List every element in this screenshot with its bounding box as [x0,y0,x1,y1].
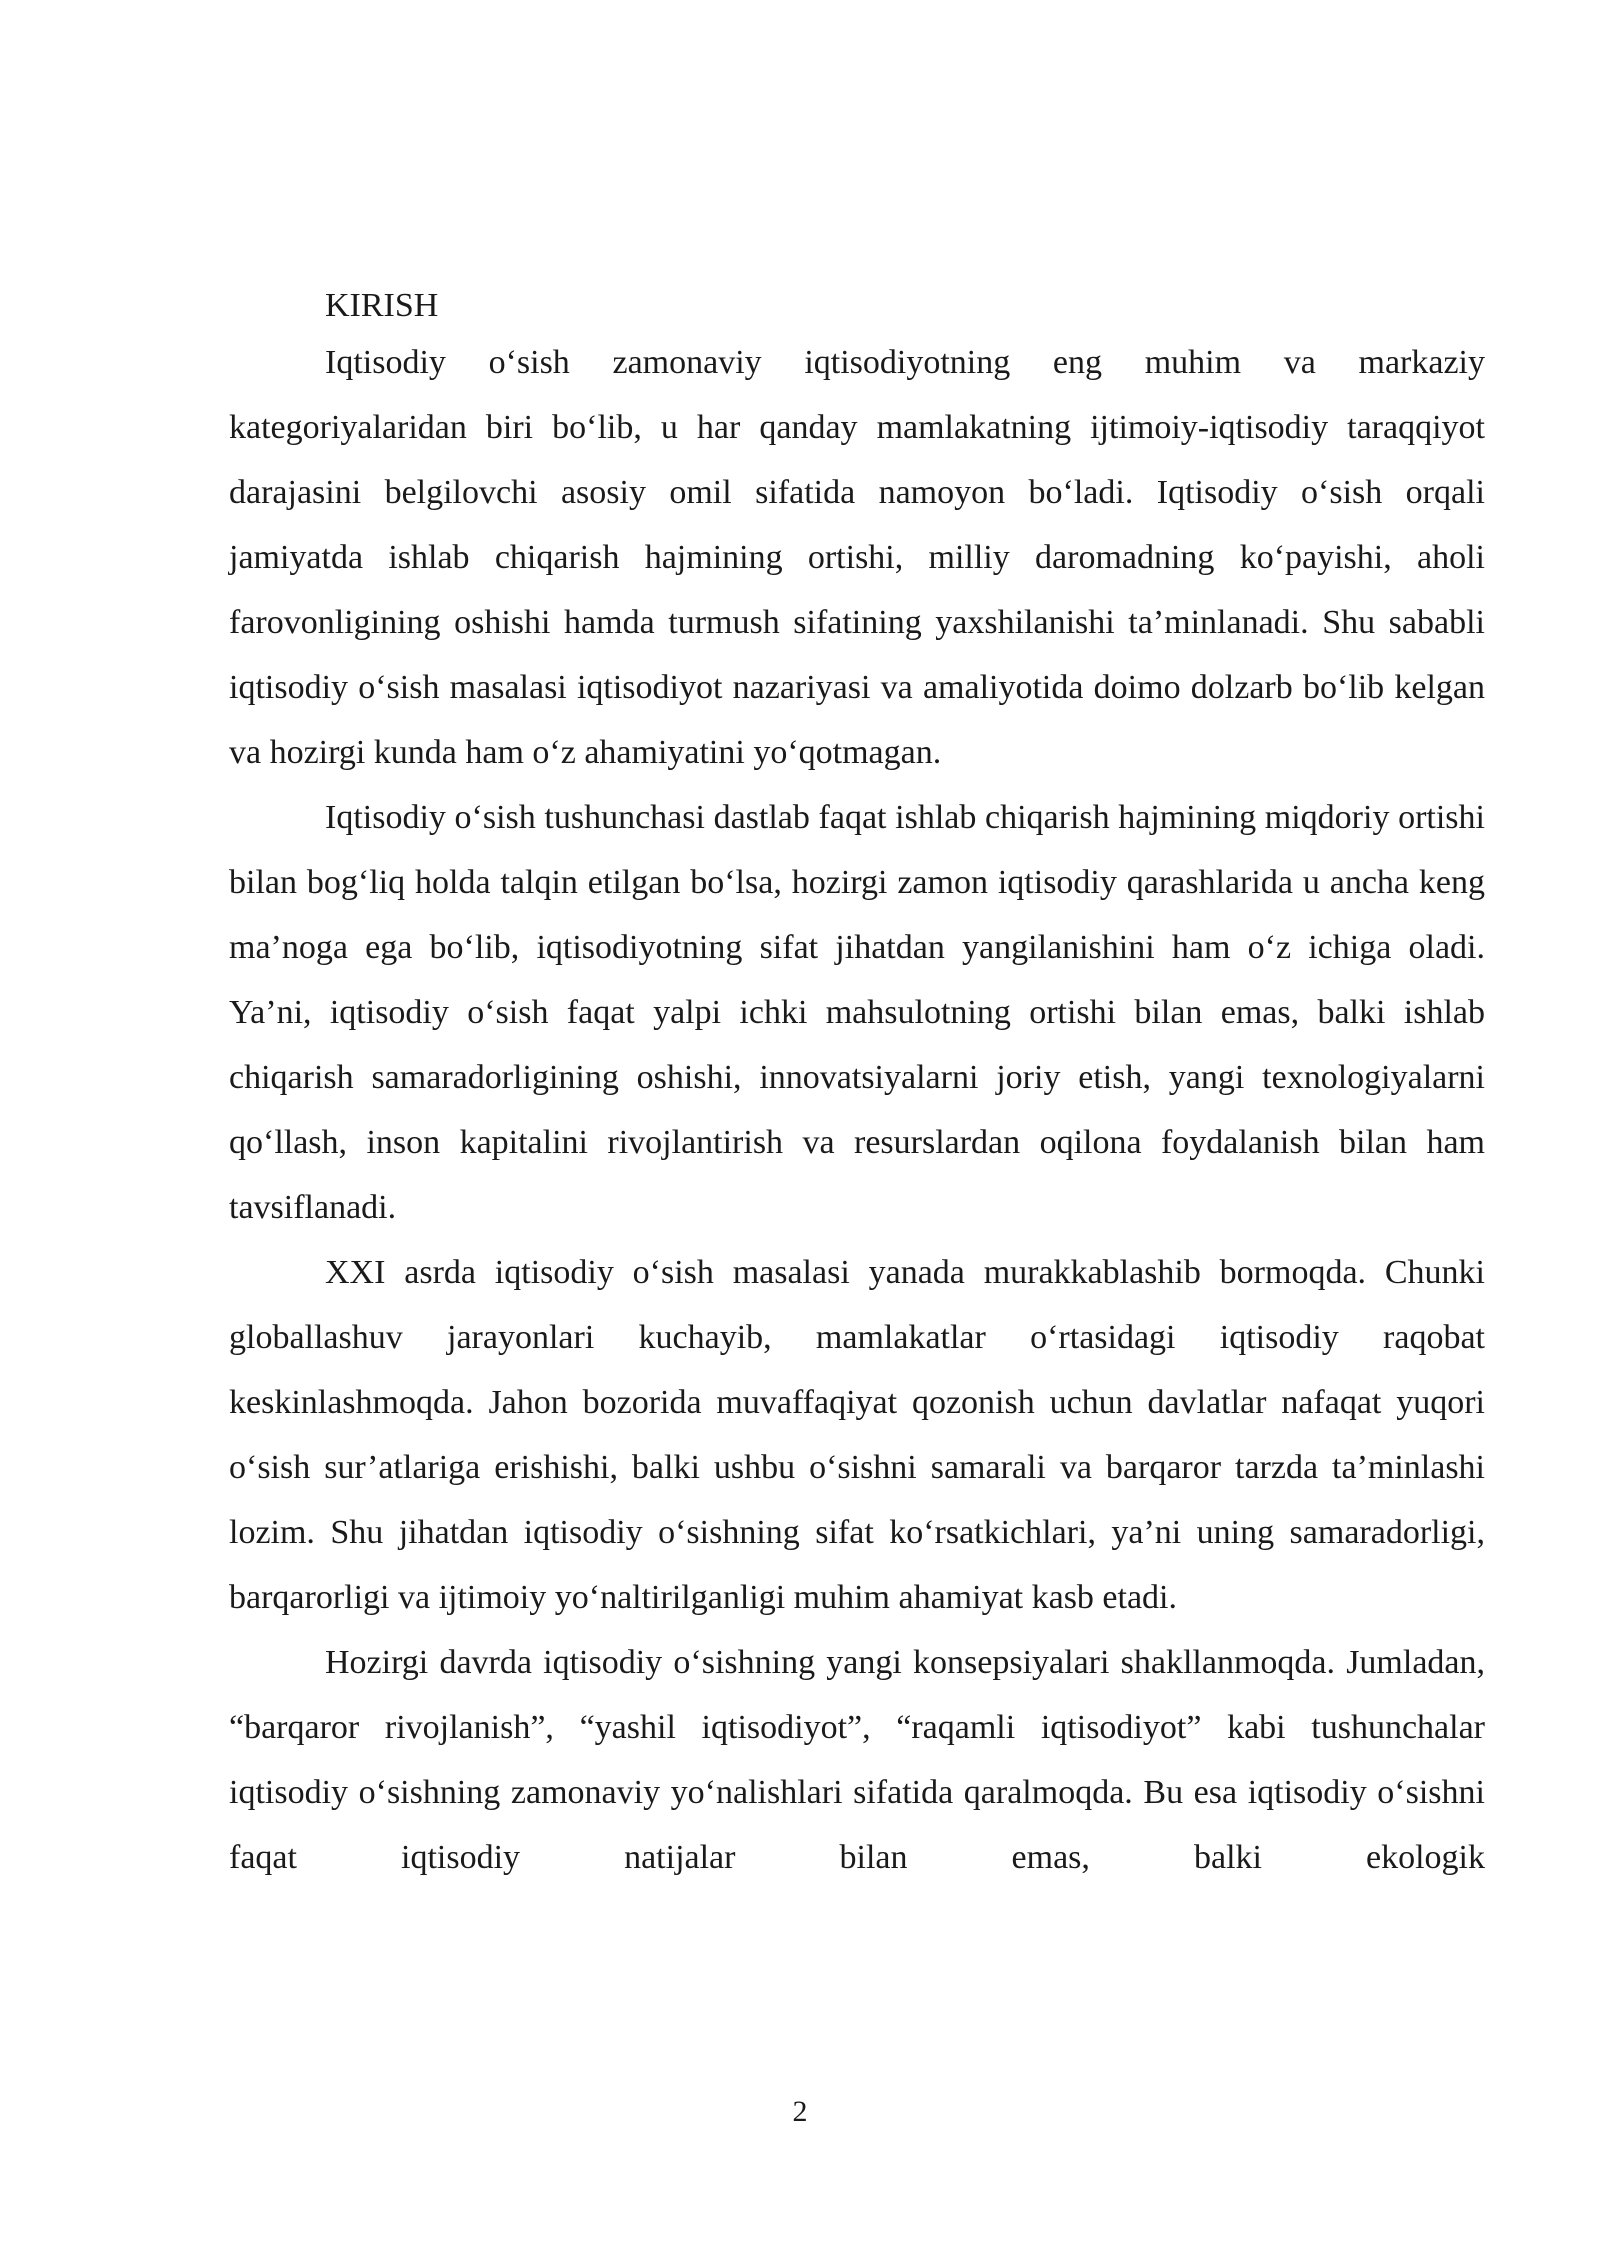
paragraph-4: Hozirgi davrda iqtisodiy o‘sishning yangi konsepsiyalari shakllanmoqda. Jumladan, “barqaror rivojlanish”, “yashil iqtisodiyot”, “raqamli iqtisodiyot” kabi tushunchalar iqtisodiy o‘sishning zamonaviy yo‘nalishlari sifatida qaralmoqda. Bu esa iqtisodiy o‘sishni faqat iqtisodiy natijalar bilan emas, balki ekologik [229,1644,1485,1876]
paragraph-1: Iqtisodiy o‘sish zamonaviy iqtisodiyotning eng muhim va markaziy kategoriyalaridan biri bo‘lib, u har qanday mamlakatning ijtimoiy-iqtisodiy taraqqiyot darajasini belgilovchi asosiy omil sifatida namoyon bo‘ladi. Iqtisodiy o‘sish orqali jamiyatda ishlab chiqarish hajmining ortishi, milliy daromadning ko‘payishi, aholi farovonligining oshishi hamda turmush sifatining yaxshilanishi ta’minlanadi. Shu sababli iqtisodiy o‘sish masalasi iqtisodiyot nazariyasi va amaliyotida doimo dolzarb bo‘lib kelgan va hozirgi kunda ham o‘z ahamiyatini yo‘qotmagan. [229,344,1485,771]
page-body [229,282,1485,1890]
paragraph-2: Iqtisodiy o‘sish tushunchasi dastlab faqat ishlab chiqarish hajmining miqdoriy ortishi bilan bog‘liq holda talqin etilgan bo‘lsa, hozirgi zamon iqtisodiy qarashlarida u ancha keng ma’noga ega bo‘lib, iqtisodiyotning sifat jihatdan yangilanishini ham o‘z ichiga oladi. Ya’ni, iqtisodiy o‘sish faqat yalpi ichki mahsulotning ortishi bilan emas, balki ishlab chiqarish samaradorligining oshishi, innovatsiyalarni joriy etish, yangi texnologiyalarni qo‘llash, inson kapitalini rivojlantirish va resurslardan oqilona foydalanish bilan ham tavsiflanadi. [229,799,1485,1226]
page-number: 2 [792,2095,808,2128]
section-heading: KIRISH [325,287,439,324]
paragraph-3: XXI asrda iqtisodiy o‘sish masalasi yanada murakkablashib bormoqda. Chunki globallashuv jarayonlari kuchayib, mamlakatlar o‘rtasidagi iqtisodiy raqobat keskinlashmoqda. Jahon bozorida muvaffaqiyat qozonish uchun davlatlar nafaqat yuqori o‘sish sur’atlariga erishishi, balki ushbu o‘sishni samarali va barqaror tarzda ta’minlashi lozim. Shu jihatdan iqtisodiy o‘sishning sifat ko‘rsatkichlari, ya’ni uning samaradorligi, barqarorligi va ijtimoiy yo‘naltirilganligi muhim ahamiyat kasb etadi. [229,1254,1485,1616]
